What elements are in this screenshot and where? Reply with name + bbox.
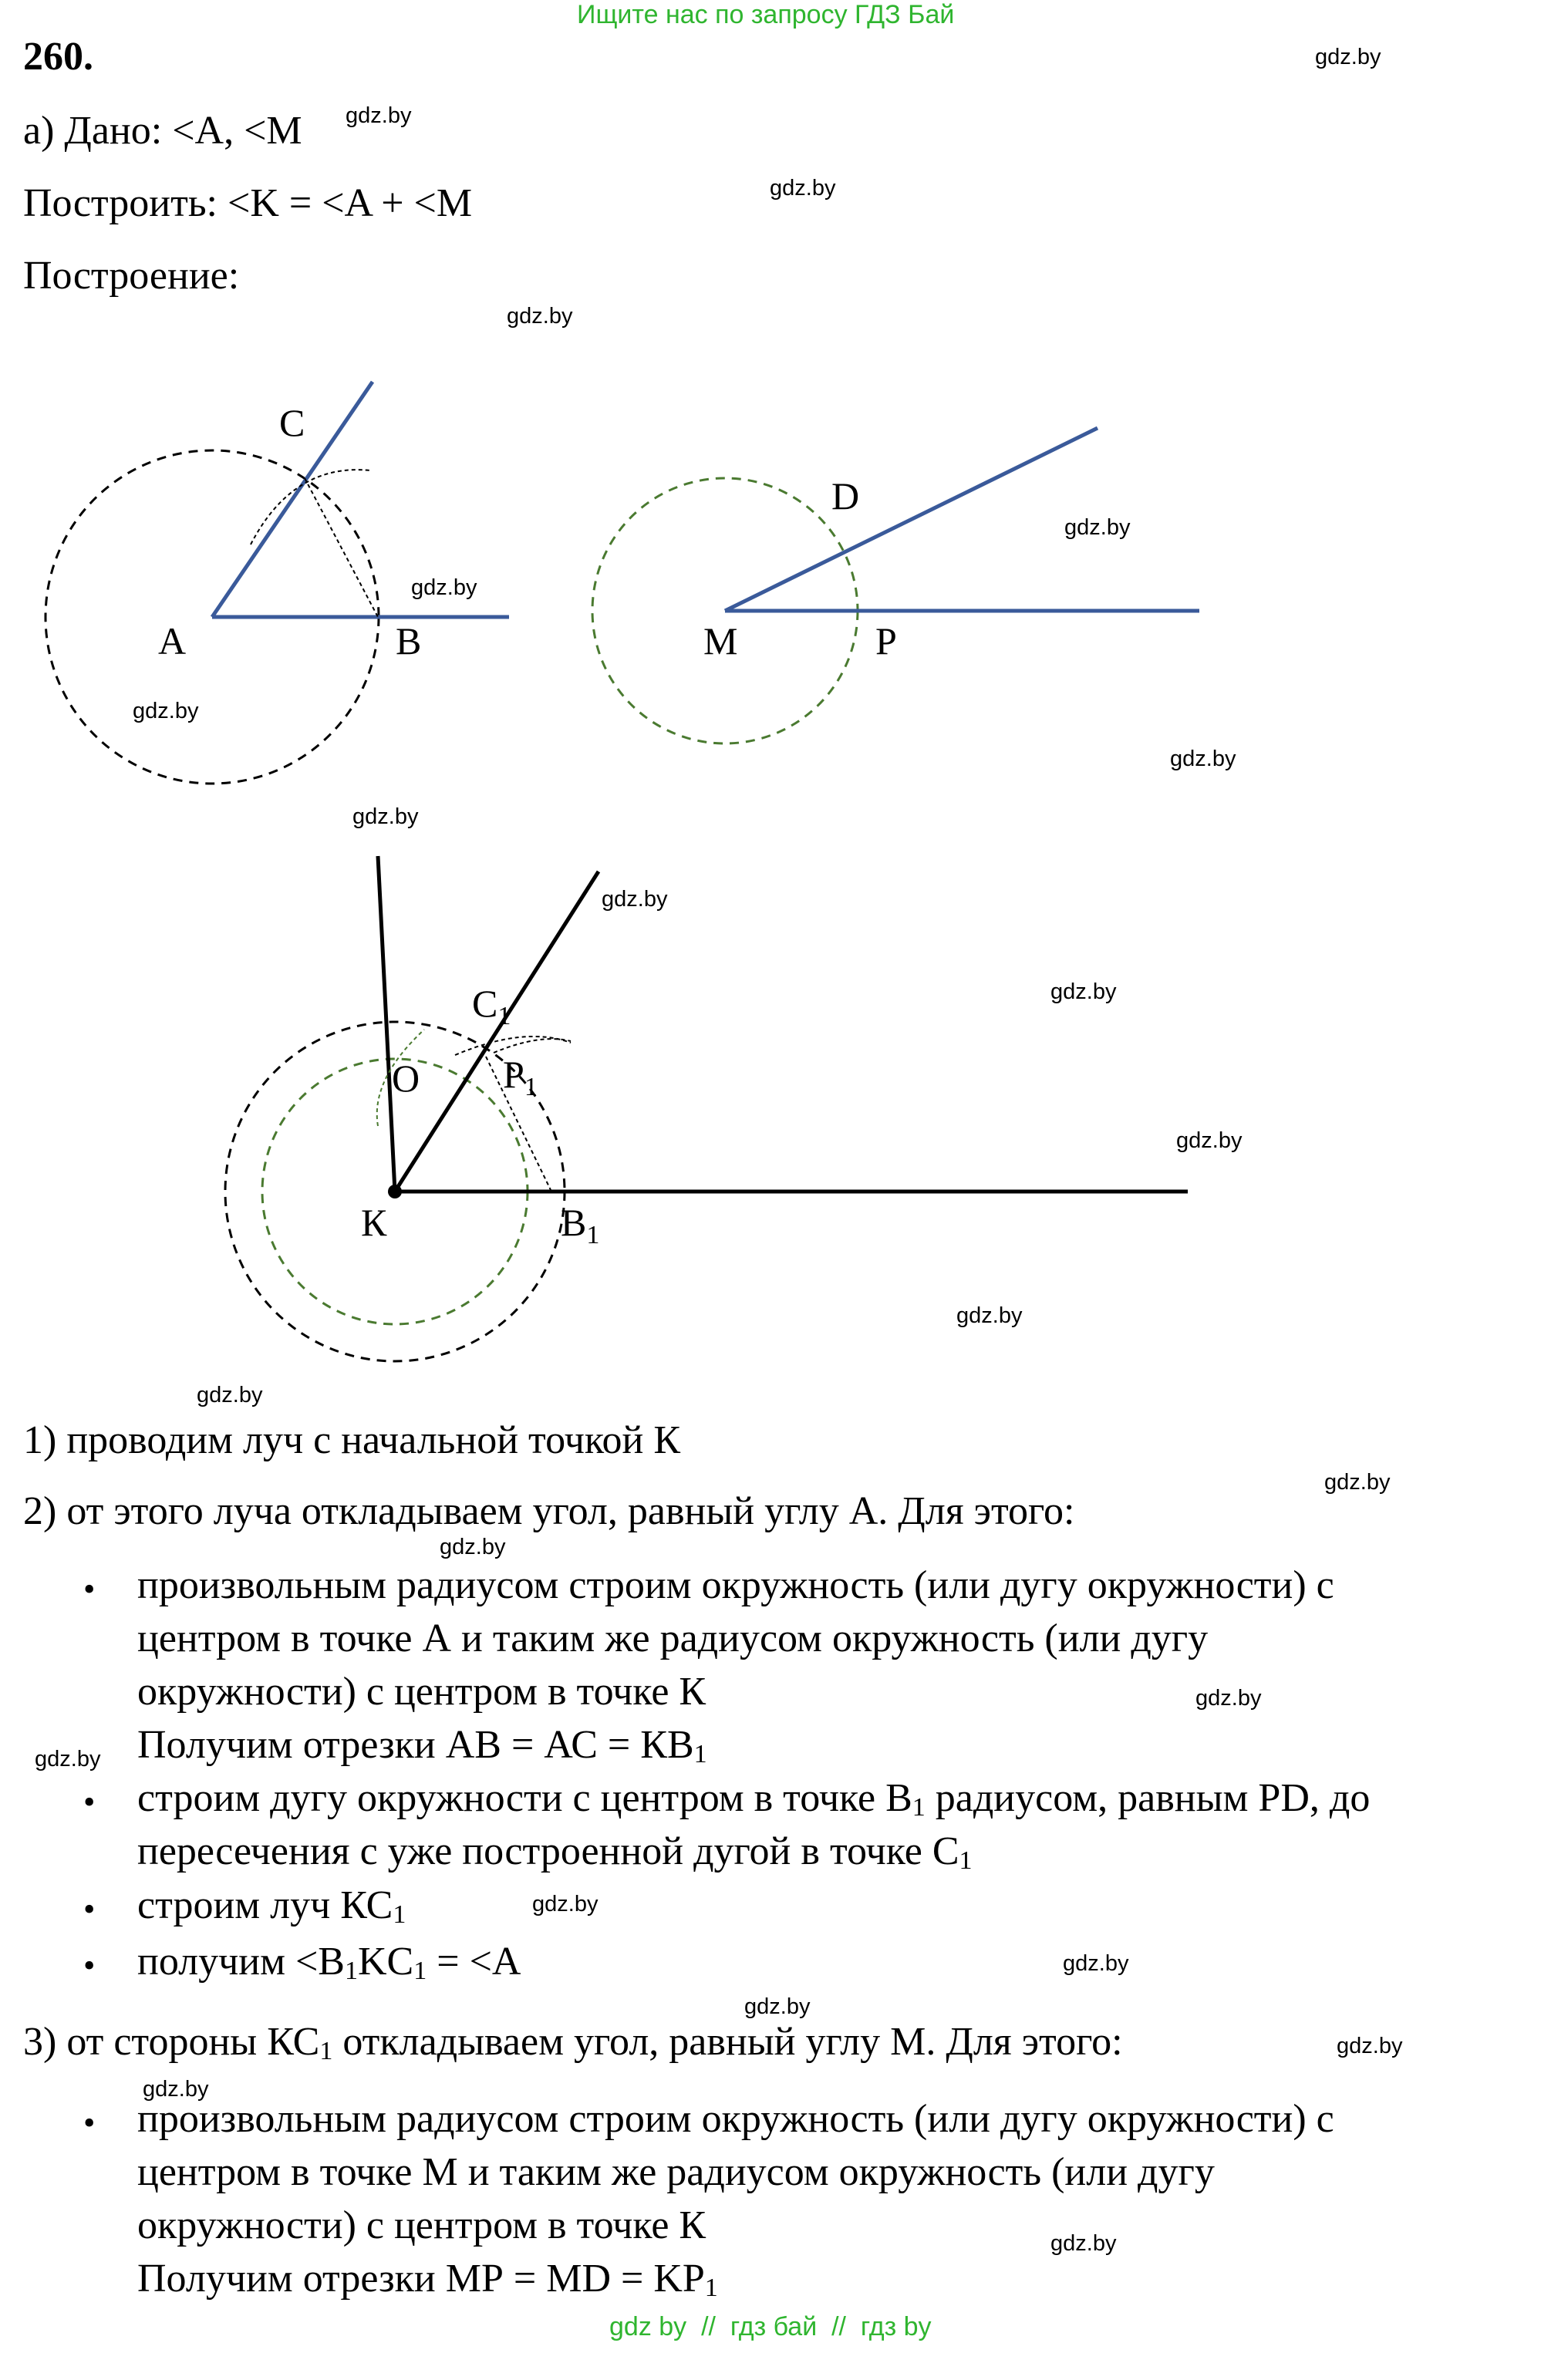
watermark: gdz.by <box>744 1994 811 2019</box>
watermark: gdz.by <box>1064 515 1131 540</box>
label-c: C <box>279 401 305 444</box>
watermark: gdz.by <box>1337 2034 1403 2058</box>
watermark: gdz.by <box>532 1892 599 1916</box>
step-2-bullet-3: строим луч $КС_1$ <box>137 1883 406 1929</box>
bullet-dot: • <box>83 1570 96 1608</box>
watermark: gdz.by <box>1063 1951 1129 1976</box>
step-2-bullet-2-line-1: строим дугу окружности с центром в точке $В_1$ радиусом, равным PD, до <box>137 1776 1371 1822</box>
watermark: gdz.by <box>602 887 668 912</box>
step-3-bullet-1-line-2: центром в точке М и таким же радиусом окружность (или дугу <box>137 2150 1215 2194</box>
watermark: gdz.by <box>197 1383 263 1407</box>
bullet-dot: • <box>83 2104 96 2142</box>
label-d: D <box>831 474 860 517</box>
step-2-bullet-1-line-1: произвольным радиусом строим окружность (или дугу окружности) с <box>137 1563 1334 1607</box>
ray-kc1 <box>395 871 599 1192</box>
watermark: gdz.by <box>411 575 477 600</box>
step-2-bullet-1-line-2: центром в точке А и таким же радиусом окружность (или дугу <box>137 1616 1209 1660</box>
step-2-bullet-2-line-2: пересечения с уже построенной дугой в точке $С_1$ <box>137 1829 973 1875</box>
step-2-bullet-1-line-4: Получим отрезки АВ = АС = $КВ_1$ <box>137 1723 707 1768</box>
step-3-bullet-1-line-3: окружности) с центром в точке К <box>137 2203 706 2247</box>
given-line: а) Дано: <A, <M <box>23 109 302 153</box>
chord-bc <box>305 478 378 617</box>
step-3: 3) от стороны $КС_1$ откладываем угол, равный углу М. Для этого: <box>23 2020 1123 2065</box>
watermark: gdz.by <box>143 2077 209 2102</box>
header-banner: Ищите нас по запросу ГДЗ Бай <box>577 0 955 29</box>
label-o: O <box>392 1057 420 1100</box>
watermark: gdz.by <box>1324 1470 1391 1495</box>
footer-watermark: gdz by // гдз бай // гдз by <box>609 2312 932 2341</box>
watermark: gdz.by <box>352 804 419 829</box>
watermark: gdz.by <box>1170 747 1236 771</box>
step-2-bullet-4: получим $<B_1KC_1 = <A$ <box>137 1940 521 1985</box>
watermark: gdz.by <box>507 304 573 329</box>
watermark: gdz.by <box>1195 1686 1262 1711</box>
watermark: gdz.by <box>346 103 412 128</box>
label-p: P <box>875 619 897 662</box>
watermark: gdz.by <box>133 699 199 723</box>
label-a: A <box>158 619 187 662</box>
watermark: gdz.by <box>440 1535 506 1559</box>
ray-md <box>725 428 1098 611</box>
watermark: gdz.by <box>1315 45 1381 69</box>
step-2: 2) от этого луча откладываем угол, равный углу А. Для этого: <box>23 1489 1075 1533</box>
construct-line: Построить: <K = <A + <M <box>23 181 473 225</box>
arc-p1 <box>494 1039 571 1053</box>
label-b: B <box>396 619 422 662</box>
bullet-dot: • <box>83 1890 96 1928</box>
bullet-dot: • <box>83 1783 96 1821</box>
figure-angle-m <box>592 428 1199 743</box>
problem-number: 260. <box>23 35 93 79</box>
label-b1: $B_1$ <box>561 1201 600 1249</box>
label-k: К <box>361 1201 387 1244</box>
label-m: M <box>703 619 738 662</box>
point-k <box>388 1185 402 1198</box>
step-2-bullet-1-line-3: окружности) с центром в точке К <box>137 1670 706 1714</box>
construction-label: Построение: <box>23 254 240 298</box>
ray-ko <box>378 856 395 1192</box>
label-c1: $C_1$ <box>472 982 511 1030</box>
watermark: gdz.by <box>956 1303 1023 1328</box>
figure-angle-k <box>225 856 1188 1361</box>
watermark: gdz.by <box>35 1747 101 1771</box>
watermark: gdz.by <box>1050 979 1117 1004</box>
watermark: gdz.by <box>1050 2231 1117 2256</box>
step-3-bullet-1-line-1: произвольным радиусом строим окружность (или дугу окружности) с <box>137 2097 1334 2141</box>
step-1: 1) проводим луч с начальной точкой К <box>23 1418 681 1462</box>
step-3-bullet-1-line-4: Получим отрезки МР = MD = $KP_1$ <box>137 2257 718 2302</box>
bullet-dot: • <box>83 1947 96 1984</box>
watermark: gdz.by <box>1176 1128 1243 1153</box>
label-p1: $P_1$ <box>503 1053 538 1101</box>
watermark: gdz.by <box>770 176 836 201</box>
